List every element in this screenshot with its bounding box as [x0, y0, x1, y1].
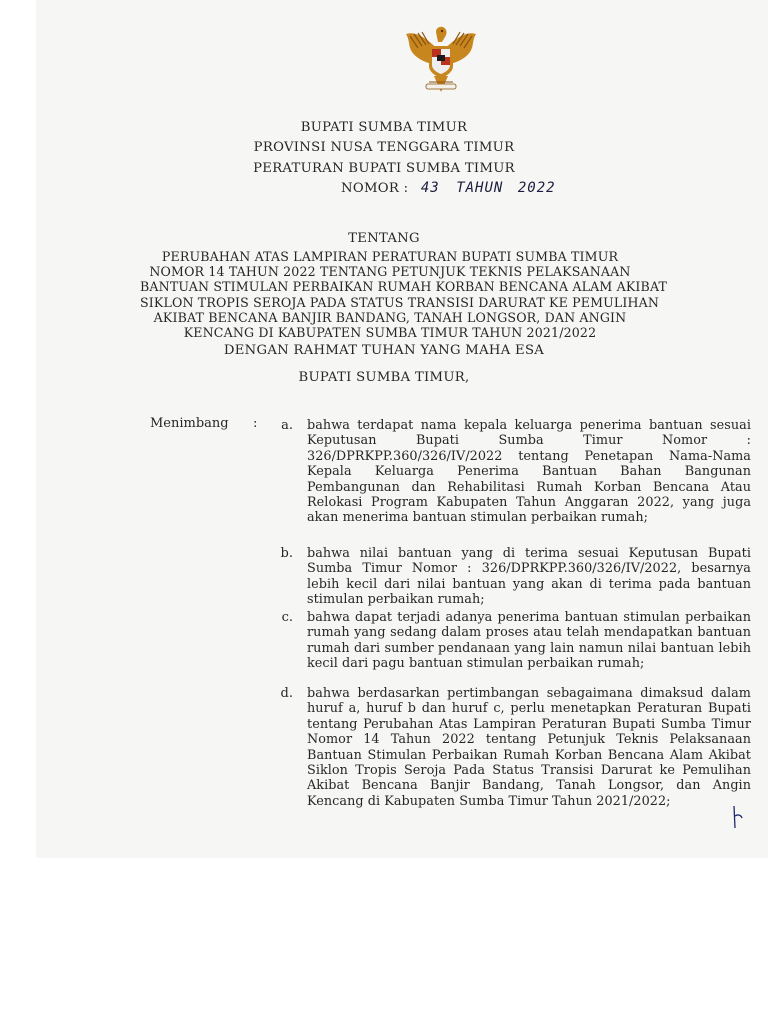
header-line-3: PERATURAN BUPATI SUMBA TIMUR: [253, 161, 515, 176]
consideration-item-b: bahwa nilai bantuan yang di terima sesuai Keputusan Bupati Sumba Timur Nomor : 326/DPRKPP.360/326/IV/2022, besarnya lebih kecil dari nilai bantuan yang akan di terima pada bantuan stimulan perbaikan rumah;: [307, 546, 751, 608]
bupati-line: BUPATI SUMBA TIMUR,: [298, 370, 470, 385]
header-line-1: BUPATI SUMBA TIMUR: [300, 120, 468, 135]
nomor-line: [341, 180, 556, 196]
tahun-value: 2022: [517, 180, 556, 196]
regulation-title: [140, 249, 668, 341]
item-marker: a.: [281, 418, 293, 433]
menimbang-colon: :: [253, 416, 258, 431]
title-line: SIKLON TROPIS SEROJA PADA STATUS TRANSISI DARURAT KE PEMULIHAN: [140, 294, 660, 310]
rahmat-line: DENGAN RAHMAT TUHAN YANG MAHA ESA: [223, 343, 545, 358]
nomor-label: NOMOR :: [341, 181, 409, 196]
header-line-2: PROVINSI NUSA TENGGARA TIMUR: [253, 140, 515, 155]
consideration-item-a: bahwa terdapat nama kepala keluarga penerima bantuan sesuai Keputusan Bupati Sumba Timur Nomor : 326/DPRKPP.360/326/IV/2022 tentang Penetapan Nama-Nama Kepala Keluarga Penerima Bantuan Bahan Bangunan Pembangunan dan Rehabilitasi Rumah Korban Bencana Atau Relokasi Program Kabupaten Tahun Anggaran 2022, yang juga akan menerima bantuan stimulan perbaikan rumah;: [307, 418, 751, 526]
tentang-heading: TENTANG: [348, 231, 420, 246]
item-marker: d.: [280, 686, 293, 701]
tahun-label: TAHUN: [456, 180, 504, 196]
title-line: PERUBAHAN ATAS LAMPIRAN PERATURAN BUPATI SUMBA TIMUR: [161, 249, 619, 264]
item-marker: b.: [280, 546, 293, 561]
item-marker: c.: [281, 610, 293, 625]
nomor-value: 43: [420, 180, 440, 196]
menimbang-label: Menimbang: [150, 416, 229, 431]
consideration-item-c: bahwa dapat terjadi adanya penerima bantuan stimulan perbaikan rumah yang sedang dalam proses atau telah mendapatkan bantuan rumah dari sumber pendanaan yang lain namun nilai bantuan lebih kecil dari pagu bantuan stimulan perbaikan rumah;: [307, 610, 751, 672]
title-line: KENCANG DI KABUPATEN SUMBA TIMUR TAHUN 2021/2022: [183, 325, 597, 341]
title-line: BANTUAN STIMULAN PERBAIKAN RUMAH KORBAN BENCANA ALAM AKIBAT: [140, 279, 668, 295]
consideration-item-d: bahwa berdasarkan pertimbangan sebagaimana dimaksud dalam huruf a, huruf b dan huruf c, perlu menetapkan Peraturan Bupati tentang Perubahan Atas Lampiran Peraturan Bupati Sumba Timur Nomor 14 Tahun 2022 tentang Petunjuk Teknis Pelaksanaan Bantuan Stimulan Perbaikan Rumah Korban Bencana Alam Akibat Siklon Tropis Seroja Pada Status Transisi Darurat ke Pemulihan Akibat Bencana Banjir Bandang, Tanah Longsor, dan Angin Kencang di Kabupaten Sumba Timur Tahun 2021/2022;: [307, 686, 751, 809]
paraf-initial-mark: [731, 804, 745, 830]
title-line: NOMOR 14 TAHUN 2022 TENTANG PETUNJUK TEKNIS PELAKSANAAN: [149, 264, 631, 280]
garuda-emblem-icon: [396, 22, 486, 98]
title-line: AKIBAT BENCANA BANJIR BANDANG, TANAH LONGSOR, DAN ANGIN: [153, 309, 627, 325]
